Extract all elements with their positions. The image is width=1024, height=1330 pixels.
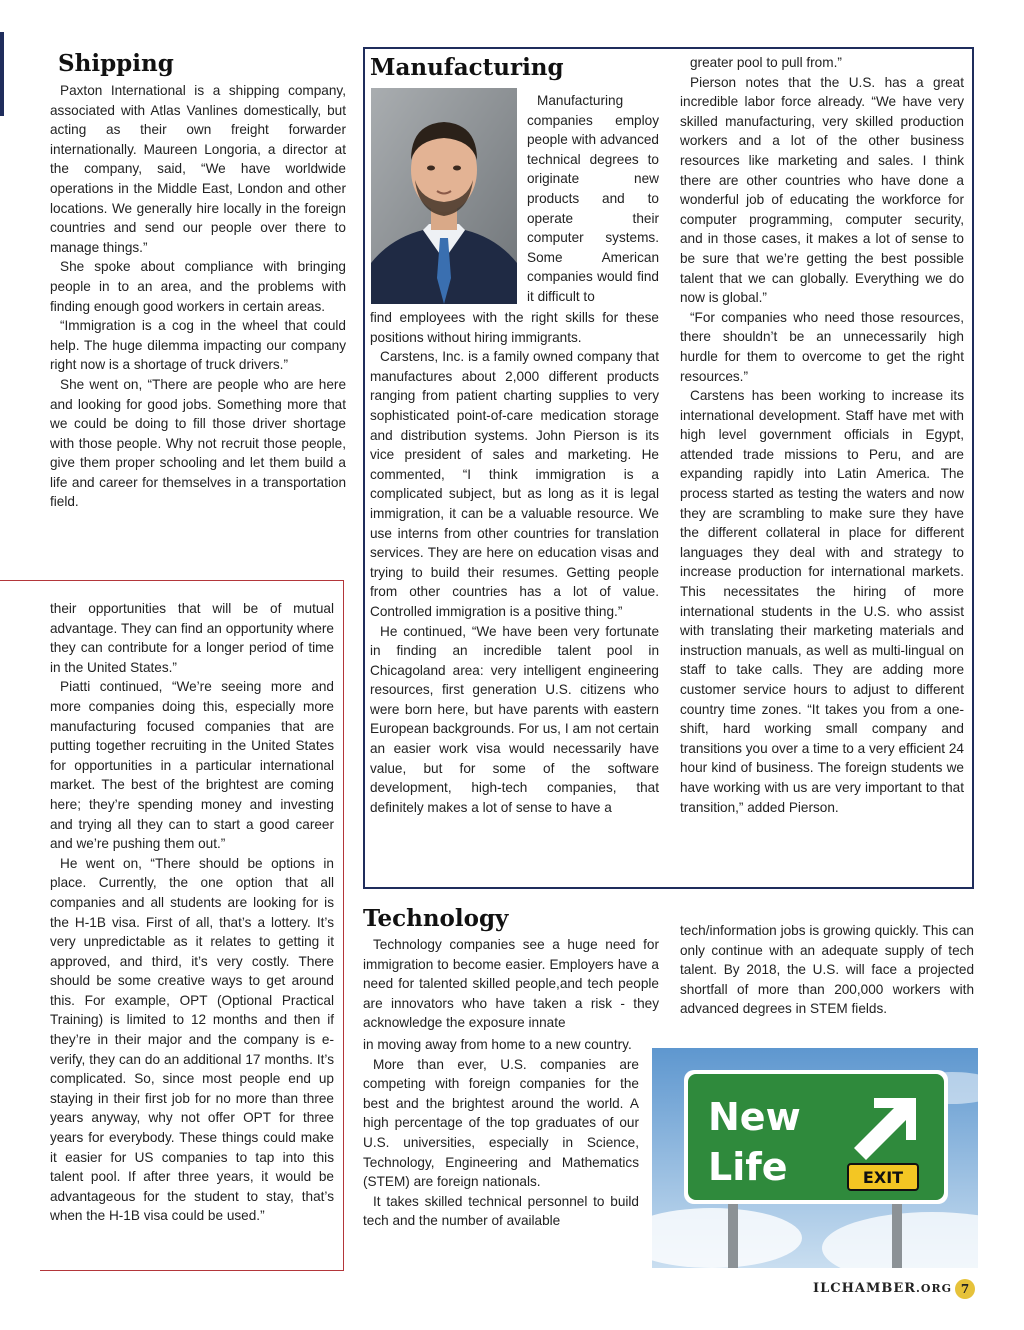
manufacturing-paragraph: Pierson notes that the U.S. has a great incredible labor force already. “We have very skilled manufacturing, very skilled production workers and a lot of the other business resources like marketing and sales. I think there are other countries who have done a wonderful job of educating the workforce for computer programming, computer security, and in those cases, it makes a lot of sense to be sure that we’re getting the best possible talent that we can globally. Everything we do now is global.” (680, 74, 964, 306)
new-life-sign-image (652, 1048, 978, 1268)
footer-site (813, 1281, 952, 1296)
continued-paragraph: He went on, “There should be options in place. Currently, the one option that all companies and all students are looking for is the H-1B visa. First of all, that’s a lottery. It’s very unpredictable as it relates to getting it approved, and third, it’s very costly. There should be some creative ways to get around this. For example, OPT (Optional Practical Training) is limited to 12 months and then if they’re in their major and the company is e-verify, they can do an additional 17 months. It’s complicated. So, since most people end up staying in their first job for no more than three years anyway, why not offer OPT for three years for everybody. These things could make it easier for US companies to tap into this talent pool. If after three years, it would be advantageous for the student to stay, that’s when the H-1B visa could be used.” (50, 855, 334, 1224)
shipping-heading: Shipping (58, 50, 174, 77)
technology-paragraph: More than ever, U.S. companies are competing with foreign companies for the best and the brightest around the world. A high percentage of the top graduates of our U.S. universities, especially in Science, Technology, Engineering and Mathematics (STEM) are foreign nationals. (363, 1056, 639, 1190)
manufacturing-right-column (680, 53, 964, 817)
shipping-section (50, 50, 346, 512)
manufacturing-heading: Manufacturing (370, 54, 564, 81)
manufacturing-intro: Manufacturing companies employ people with advanced technical degrees to originate new products and to operate their computer systems. Some American companies would find it difficult to (527, 93, 659, 304)
sign-line2: Life (708, 1145, 788, 1189)
sidebar-frame-rule (0, 580, 41, 581)
portrait-illustration (371, 88, 517, 304)
sign-illustration (652, 1048, 978, 1268)
technology-column-bottom (363, 1035, 639, 1231)
portrait-photo (371, 88, 517, 304)
technology-paragraph: in moving away from home to a new country. (363, 1037, 632, 1052)
sign-exit-text: EXIT (862, 1168, 904, 1187)
manufacturing-paragraph: find employees with the right skills for these positions without hiring immigrants. (370, 310, 659, 345)
manufacturing-paragraph: Carstens has been working to increase its international development. Staff have met with high level government officials in Egypt, attended trade missions to Peru, and are expanding rapidly into Latin America. The process started as testing the waters and now they are scrambling to make sure they have the different collateral in place for different languages they deal with and strategy to increase production for international markets. This necessitates the hiring of more international students in the U.S. who assist with translating their marketing materials and instruction manuals, as well as multi-lingual on staff to take calls. They are adding more customer service hours to adjust to different country time zones. “It takes you from a one-shift, hard working small company and transitions you over a time to a very efficient 24 hour kind of business. The foreign students we have working with us are very important to that transition,” added Pierson. (680, 388, 964, 815)
manufacturing-paragraph: “For companies who need those resources, there shouldn’t be an unnecessarily high hurdle for them to overcome to get the right resources.” (680, 309, 964, 384)
left-accent-bar (0, 32, 4, 116)
technology-paragraph: tech/information jobs is growing quickly. This can only continue with an adequate supply of tech talent. By 2018, the U.S. will face a projected shortfall of more than 200,000 workers with advanced degrees in STEM fields. (680, 923, 974, 1017)
manufacturing-main-column (370, 308, 659, 817)
manufacturing-intro-column (527, 91, 659, 307)
shipping-paragraph: She went on, “There are people who are here and looking for good jobs. Something more that we could be doing to fill those driver shortage with those people. Why not recruit those people, give them proper schooling and let them build a life and career for themselves in a transportation field. (50, 376, 346, 510)
technology-heading: Technology (363, 905, 509, 932)
continued-article-column (50, 599, 334, 1226)
technology-right-column (680, 921, 974, 1019)
page-number-badge: 7 (955, 1279, 975, 1299)
shipping-paragraph: She spoke about compliance with bringing people in to an area, and the problems with finding enough good workers in certain areas. (50, 259, 346, 314)
footer-site-name: ILCHAMBER (813, 1281, 917, 1296)
shipping-paragraph: “Immigration is a cog in the wheel that could help. The huge dilemma impacting our company right now is a shortage of truck drivers.” (50, 318, 346, 373)
sign-line1: New (708, 1095, 801, 1139)
technology-paragraph: Technology companies see a huge need for immigration to become easier. Employers have a need for talented skilled people,and tech people are innovators who have taken a risk - they acknowledge the exposure innate (363, 937, 659, 1031)
shipping-paragraph: Paxton International is a shipping company, associated with Atlas Vanlines domestically, but acting as their own freight forwarder internationally. Maureen Longoria, a director at the company, said, “We have worldwide operations in the Middle East, London and other locations. We generally hire locally in the foreign countries and send our people over there to manage things.” (50, 83, 346, 255)
technology-paragraph: It takes skilled technical personnel to build tech and the number of available (363, 1193, 639, 1229)
manufacturing-paragraph: Carstens, Inc. is a family owned company that manufactures about 2,000 different products ranging from patient charting supplies to very sophisticated point-of-care medication storage and distribution systems. John Pierson is its vice president of sales and marketing. He commented, “I think immigration is a complicated subject, but as long as it is legal immigration, it can be a valuable resource. We use interns from other countries for translation services. They are here on education visas and trying to build their resumes. Getting people from other countries has a lot of value. Controlled immigration is a positive thing.” (370, 349, 659, 619)
continued-paragraph: Piatti continued, “We’re seeing more and more companies doing this, especially more manufacturing focused companies that are putting together recruiting in the United States for opportunities in a particular international market. The best of the brightest are coming here; they’re spending money and investing and trying all they can to start a good career and we’re pushing them out.” (50, 679, 334, 852)
continued-paragraph: their opportunities that will be of mutual advantage. They can find an opportunity where they can contribute for a longer period of time in the United States.” (50, 601, 334, 675)
manufacturing-paragraph: He continued, “We have been very fortunate in finding an incredible talent pool in Chicagoland area: very intelligent engineering resources, first generation U.S. citizens who were born here, but have parents with eastern European backgrounds. For us, I am not certain an easier work visa would necessarily have value, but for some of the software development, high-tech companies, that definitely makes a lot of sense to have a (370, 623, 659, 815)
footer-site-ext: .ORG (916, 1282, 952, 1295)
technology-column-top (363, 935, 659, 1033)
manufacturing-paragraph: greater pool to pull from.” (690, 55, 842, 70)
